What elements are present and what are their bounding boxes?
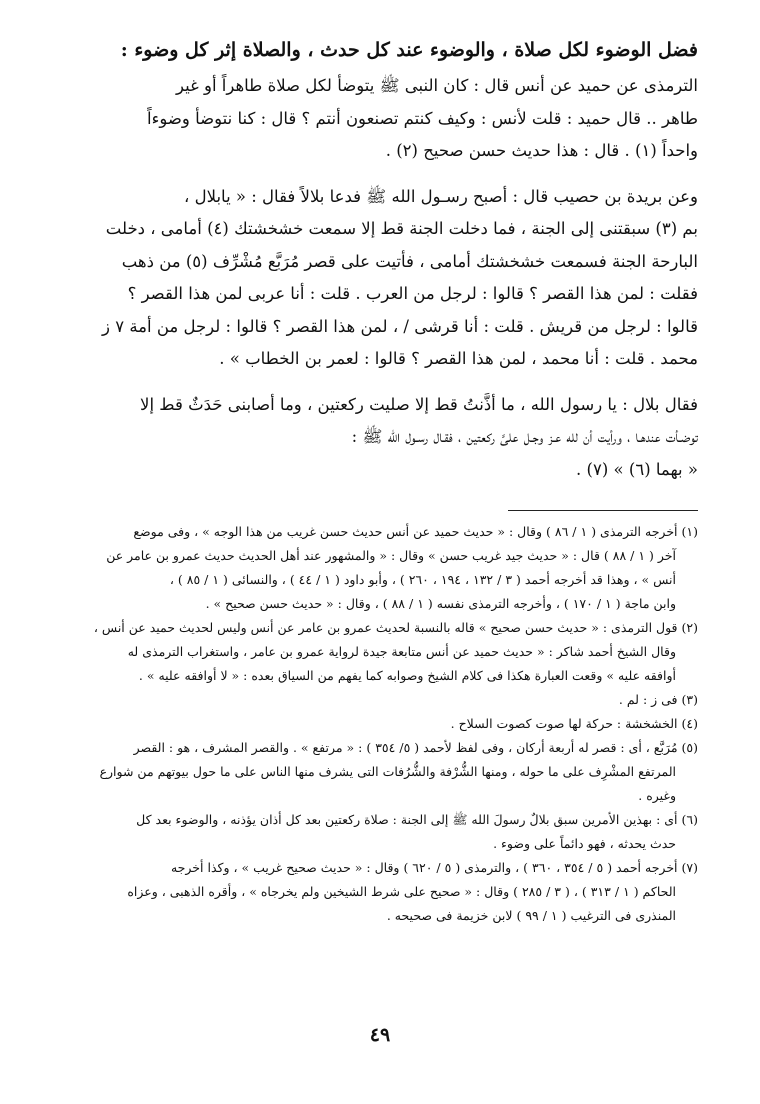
footnote-line: الحاكم ( ١ / ٣١٣ ) ، ( ٣ / ٢٨٥ ) وقال : « صحيح على شرط الشيخين ولم يخرجاه » ، وأقره الذهبى ، وعزاه — [127, 884, 676, 899]
paragraph-buraydah — [36, 181, 698, 376]
text-line: فقلت : لمن هذا القصر ؟ قالوا : لرجل من العرب . قلت : أنا عربى لمن هذا القصر ؟ — [127, 284, 698, 303]
text-line: طاهر .. قال حميد : قلت لأنس : وكيف كنتم تصنعون أنتم ؟ قال : كنا نتوضأ وضوءاً — [147, 108, 698, 128]
footnote-line: آخر ( ١ / ٨٨ ) قال : « حديث جيد غريب حسن » وقال : « والمشهور عند أهل الحديث حديث عمرو بن عامر عن — [106, 548, 676, 563]
text-line: « بهما (٦) » (٧) . — [576, 459, 698, 479]
footnote-line: (٦) أى : بهذين الأمرين سبق بلالٌ رسولَ الله ﷺ إلى الجنة : صلاة ركعتين بعد كل أذان يؤذنه ، والوضوء بعد كل — [136, 812, 698, 827]
footnote-separator — [508, 510, 698, 511]
footnote-line: (٥) مُرَبَّع ، أى : قصر له أربعة أركان ، وفى لفظ لأحمد ( ٥/ ٣٥٤ ) : « مرتفع » . والقصر المشرف ، هو : القصر — [133, 740, 698, 755]
page-number: ٤٩ — [369, 1024, 391, 1046]
footnote-line: أنس » ، وهذا قد أخرجه أحمد ( ٣ / ١٣٢ ، ١٩٤ ، ٢٦٠ ) ، وأبو داود ( ١ / ٤٤ ) ، والنسائى ( ١ / ٨٥ ) ، — [169, 572, 676, 587]
footnote-line: (١) أخرجه الترمذى ( ١ / ٨٦ ) وقال : « حديث حميد عن أنس حديث حسن غريب من هذا الوجه » ، وفى موضع — [133, 524, 698, 539]
footnote-7 — [36, 856, 698, 928]
footnote-6 — [36, 808, 698, 856]
text-line: قالوا : لرجل من قريش . قلت : أنا قرشى / ، لمن هذا القصر ؟ قالوا : لرجل من أمة ٧ ز — [101, 316, 698, 336]
footnote-line: وغيره . — [638, 788, 676, 803]
text-line: محمد . قلت : أنا محمد ، لمن هذا القصر ؟ قالوا : لعمر بن الخطاب » . — [219, 349, 698, 368]
section-heading: فضل الوضوء لكل صلاة ، والوضوء عند كل حدث ، والصلاة إثر كل وضوء : — [120, 39, 698, 61]
footnote-line: وقال الشيخ أحمد شاكر : « حديث حميد عن أنس متابعة جيدة لرواية عمرو بن عامر ، واستغراب الترمذى له — [127, 644, 676, 659]
paragraph-anas — [36, 70, 698, 168]
footnote-line: (٢) قول الترمذى : « حديث حسن صحيح » قاله بالنسبة لحديث عمرو بن عامر عن أنس وليس لحديث حميد عن أنس ، — [93, 620, 698, 635]
main-text — [36, 70, 698, 499]
footnote-line: (٧) أخرجه أحمد ( ٥ / ٣٥٤ ، ٣٦٠ ) ، والترمذى ( ٥ / ٦٢٠ ) وقال : « حديث صحيح غريب » ، وكذا أخرجه — [170, 860, 698, 875]
footnote-line: المرتفع المشْرِف على ما حوله ، ومنها الشُّرْفة والشُّرُفات التى يشرف منها الناس على ما حول بيوتهم من شوارع — [99, 764, 676, 779]
text-line: فقال بلال : يا رسول الله ، ما أذَّنتُ قط إلا صليت ركعتين ، وما أصابنى حَدَثٌ قط إلا — [140, 394, 698, 414]
text-line: الترمذى عن حميد عن أنس قال : كان النبى ﷺ يتوضأ لكل صلاة طاهراً أو غير — [176, 76, 698, 95]
footnote-line: المنذرى فى الترغيب ( ١ / ٩٩ ) لابن خزيمة فى صحيحه . — [386, 908, 676, 923]
text-line: وعن بريدة بن حصيب قال : أصبح رسـول الله ﷺ فدعا بلالاً فقال : « يابلال ، — [184, 186, 698, 206]
footnote-5 — [36, 736, 698, 808]
footnote-4 — [36, 712, 698, 736]
footnote-line: (٤) الخشخشة : حركة لها صوت كصوت السلاح . — [450, 716, 698, 731]
text-line: بم (٣) سبقتنى إلى الجنة ، فما دخلت الجنة قط إلا سمعت خشخشتك (٤) أمامى ، دخلت — [105, 219, 698, 238]
text-line: واحداً (١) . قال : هذا حديث حسن صحيح (٢) . — [385, 141, 698, 160]
footnote-1 — [36, 520, 698, 616]
footnote-line: (٣) فى ز : لم . — [618, 692, 698, 707]
text-line: البارحة الجنة فسمعت خشخشتك أمامى ، فأتيت على قصر مُرَبَّع مُشْرِّف (٥) من ذهب — [121, 251, 698, 271]
footnote-2 — [36, 616, 698, 688]
footnote-line: أوافقه عليه » وقعت العبارة هكذا فى كلام الشيخ وصوابه كما يفهم من السياق بعده : « لا أوافقه عليه » . — [138, 668, 676, 683]
footnotes — [36, 520, 698, 928]
footnote-3 — [36, 688, 698, 712]
text-line: توضـأت عندهـا ، ورأيت أن لله عـز وجـل علىَّ ركعتين ، فقـال رسـول الله ﷺ : — [351, 427, 698, 446]
footnote-line: وابن ماجة ( ١ / ١٧٠ ) ، وأخرجه الترمذى نفسه ( ١ / ٨٨ ) ، وقال : « حديث حسن صحيح » . — [205, 596, 676, 611]
footnote-line: حدث يحدثه ، فهو دائماً على وضوء . — [493, 836, 676, 851]
paragraph-bilal — [36, 389, 698, 487]
